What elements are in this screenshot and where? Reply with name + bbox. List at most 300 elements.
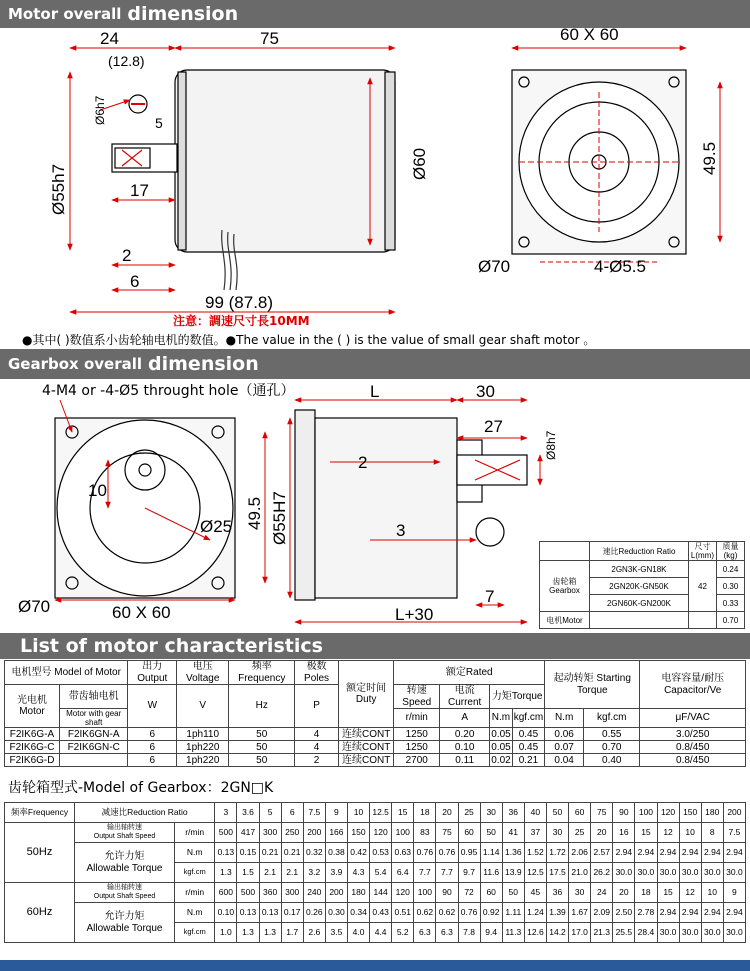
torque-kgf-cell: 30.0 — [613, 863, 635, 883]
torque-nm-cell: 2.94 — [723, 903, 745, 923]
torque-nm-cell: 1.24 — [524, 903, 546, 923]
gb-gearbox-label: 齿轮箱 Gearbox — [540, 561, 590, 612]
gearbox-model-title: 齿轮箱型式-Model of Gearbox：2GN□K — [8, 780, 274, 796]
torque-nm-cell: 0.51 — [392, 903, 414, 923]
torque-kgf-cell: 30.0 — [701, 923, 723, 943]
torque-kgf-cell: 30.0 — [701, 863, 723, 883]
gearbox-dimension-header — [0, 349, 750, 379]
torque-kgf-cell: 30.0 — [657, 923, 679, 943]
ratio-value: 15 — [392, 803, 414, 823]
torque-kgf-cell: 30.0 — [723, 923, 745, 943]
motor-cell: 0.05 — [491, 728, 511, 740]
motor-cell: 0.70 — [584, 741, 640, 754]
unit-kgf: kgf.cm — [175, 923, 215, 943]
gb-h-ratio: 速比Reduction Ratio — [590, 542, 689, 561]
speed-cell: 72 — [458, 883, 480, 903]
torque-en: Allowable Torque — [86, 862, 163, 874]
gearbox-header-small: Gearbox overall — [8, 355, 143, 373]
torque-nm-cell: 2.94 — [723, 843, 745, 863]
speed-en: Output Shaft Speed — [93, 892, 156, 900]
gb-dim-60x60: 60 X 60 — [112, 603, 171, 622]
torque-nm-cell: 0.62 — [414, 903, 436, 923]
speed-cell: 12 — [657, 823, 679, 843]
unit-rmin: r/min — [175, 883, 215, 903]
speed-cell: 100 — [392, 823, 414, 843]
torque-kgf-cell: 2.6 — [303, 923, 325, 943]
torque-kgf-cell: 7.7 — [436, 863, 458, 883]
motor-characteristics-table — [4, 660, 746, 767]
h-model: 电机型号 Model of Motor — [5, 661, 128, 685]
speed-cn: 输出轴转速 — [107, 824, 142, 832]
motor-cell: 1ph220 — [177, 741, 229, 754]
motor-cell: F2IK6G-A — [5, 728, 60, 741]
ratio-value: 3.6 — [237, 803, 259, 823]
torque-nm-cell: 0.34 — [347, 903, 369, 923]
torque-nm-cell: 0.63 — [392, 843, 414, 863]
torque-kgf-cell: 4.3 — [347, 863, 369, 883]
dim-2: 2 — [122, 246, 132, 265]
ratio-value: 90 — [613, 803, 635, 823]
speed-row — [5, 823, 746, 843]
motor-cell: 50 — [229, 728, 295, 741]
torque-nm-cell: 1.52 — [524, 843, 546, 863]
torque-nm-cell: 2.09 — [591, 903, 613, 923]
motor-cell: F2IK6G-C — [5, 741, 60, 754]
motor-cell: 0.8/450 — [640, 741, 746, 754]
unit-nm: N.m — [175, 843, 215, 863]
gb-dim-phi70: Ø70 — [18, 597, 51, 616]
bottom-bar — [0, 960, 750, 971]
torque-kgf-cell: 5.2 — [392, 923, 414, 943]
u-a: A — [440, 709, 490, 728]
torque-cn: 允许力矩 — [104, 851, 145, 862]
speed-cell: 9 — [723, 883, 745, 903]
characteristics-title: List of motor characteristics — [20, 635, 323, 657]
torque-nm-cell: 2.94 — [701, 843, 723, 863]
torque-nm-cell: 0.13 — [215, 843, 237, 863]
speed-cell: 10 — [679, 823, 701, 843]
gb-dim-phi8h7: Ø8h7 — [544, 430, 558, 460]
torque-kgf-cell: 25.5 — [613, 923, 635, 943]
torque-nm-cell: 0.42 — [347, 843, 369, 863]
gb-dim-27: 27 — [484, 417, 503, 436]
speed-cell: 360 — [259, 883, 281, 903]
motor-cell: 50 — [229, 741, 295, 754]
motor-cell: 1250 — [394, 741, 440, 754]
motor-cell: 0.06 — [545, 728, 584, 741]
gb-ratio-2: 2GN60K-GN200K — [590, 595, 689, 612]
gb-dim-phi55h7: Ø55H7 — [270, 491, 289, 545]
motor-header-big: dimension — [127, 3, 239, 25]
speed-cell: 20 — [613, 883, 635, 903]
motor-cell: 0.04 — [545, 754, 584, 767]
gb-dim-l-plus-30: L+30 — [395, 605, 434, 624]
torque-nm-cell: 1.14 — [480, 843, 502, 863]
gb-h-weight: 质量 (kg) — [717, 542, 745, 561]
torque-nm-cell: 0.53 — [370, 843, 392, 863]
gb-dim-phi25: Ø25 — [200, 517, 233, 536]
gb-ratio-1: 2GN20K-GN50K — [590, 578, 689, 595]
gearbox-weight-table — [539, 541, 745, 629]
torque-nm-cell: 0.32 — [303, 843, 325, 863]
ratio-value: 6 — [281, 803, 303, 823]
torque-nm-cell: 2.94 — [679, 903, 701, 923]
torque-cn: 允许力矩 — [104, 911, 145, 922]
torque-kgf-cell: 4.4 — [370, 923, 392, 943]
u-hz: Hz — [229, 685, 295, 728]
torque-nm-cell: 0.21 — [281, 843, 303, 863]
speed-cell: 144 — [370, 883, 392, 903]
ratio-value: 30 — [480, 803, 502, 823]
torque-nm-cell: 2.94 — [657, 843, 679, 863]
gb-dim-49-5: 49.5 — [245, 496, 264, 530]
dim-49-5: 49.5 — [700, 141, 719, 175]
torque-kgf-cell: 11.3 — [502, 923, 524, 943]
speed-cell: 60 — [480, 883, 502, 903]
speed-cell: 240 — [303, 883, 325, 903]
speed-cell: 18 — [635, 883, 657, 903]
torque-nm-cell: 1.39 — [546, 903, 568, 923]
gb-dim-10: 10 — [88, 481, 107, 500]
speed-cn: 输出轴转速 — [107, 884, 142, 892]
ratio-value: 12.5 — [370, 803, 392, 823]
h-reduction-ratio: 减速比Reduction Ratio — [75, 803, 215, 823]
torque-nm-cell: 0.62 — [436, 903, 458, 923]
motor-cell: 0.45 — [512, 741, 544, 754]
h-rated: 额定Rated — [394, 661, 545, 685]
motor-rows — [5, 728, 746, 767]
unit-kgf: kgf.cm — [175, 863, 215, 883]
u-p: P — [295, 685, 339, 728]
speed-label — [75, 823, 175, 843]
motor-header-small: Motor overall — [8, 5, 122, 23]
unit-rmin: r/min — [175, 823, 215, 843]
motor-cell: 6 — [128, 741, 177, 754]
ratio-body — [5, 823, 746, 943]
gb-motor-label: 电机Motor — [540, 612, 590, 629]
motor-cell: F2IK6GN-C — [59, 741, 127, 754]
motor-cell: 0.05 — [491, 741, 511, 753]
motor-cell: 0.55 — [584, 728, 640, 741]
speed-cell: 300 — [281, 883, 303, 903]
torque-nm-cell: 2.50 — [613, 903, 635, 923]
gearbox-header-big: dimension — [148, 353, 259, 375]
gb-weight-2: 0.33 — [717, 595, 745, 612]
motor-cell: 0.40 — [584, 754, 640, 767]
speed-cell: 180 — [347, 883, 369, 903]
dim-60x60: 60 X 60 — [560, 28, 619, 44]
motor-cell: 0.21 — [512, 754, 544, 767]
u-nm: N.m — [490, 709, 512, 728]
torque-nm-cell: 0.21 — [259, 843, 281, 863]
speed-cell: 83 — [414, 823, 436, 843]
gearbox-ratio-table — [4, 802, 746, 943]
speed-cell: 50 — [480, 823, 502, 843]
torque-nm-cell: 2.94 — [701, 903, 723, 923]
torque-nm-cell: 2.06 — [569, 843, 591, 863]
adjust-note: 注意：調速尺寸長10MM — [173, 314, 310, 328]
torque-kgf-cell: 1.3 — [237, 923, 259, 943]
motor-cell: 6 — [128, 728, 177, 741]
torque-kgf-cell: 11.6 — [480, 863, 502, 883]
speed-cell: 50 — [502, 883, 524, 903]
h-gearshaft-en: Motor with gear shaft — [59, 709, 127, 728]
speed-en: Output Shaft Speed — [93, 832, 156, 840]
h-duty: 额定时间 Duty — [338, 661, 393, 728]
ratio-value: 100 — [635, 803, 657, 823]
torque-nm-cell: 2.94 — [679, 843, 701, 863]
torque-kgf-cell: 21.0 — [569, 863, 591, 883]
torque-nm-cell: 2.94 — [613, 843, 635, 863]
speed-cell: 12 — [679, 883, 701, 903]
u-v: V — [177, 685, 229, 728]
gb-weight-0: 0.24 — [717, 561, 745, 578]
ratio-value: 60 — [569, 803, 591, 823]
torque-kgf-cell: 21.3 — [591, 923, 613, 943]
speed-cell: 120 — [370, 823, 392, 843]
torque-label — [75, 843, 175, 883]
speed-label — [75, 883, 175, 903]
motor-cell: 连续CONT — [338, 728, 393, 741]
freq-label: 60Hz — [5, 883, 75, 943]
characteristics-header — [0, 633, 750, 659]
h-torque: 力矩Torque — [490, 685, 545, 709]
dim-4-phi5-5: 4-Ø5.5 — [594, 257, 646, 276]
u-rmin: r/min — [394, 709, 440, 728]
torque-kgf-cell: 2.1 — [281, 863, 303, 883]
gb-dim-30: 30 — [476, 382, 495, 401]
speed-cell: 200 — [325, 883, 347, 903]
dim-phi6h7: Ø6h7 — [93, 95, 107, 125]
speed-cell: 7.5 — [723, 823, 745, 843]
torque-kgf-cell: 13.9 — [502, 863, 524, 883]
torque-nm-cell: 0.26 — [303, 903, 325, 923]
ratio-value: 18 — [414, 803, 436, 823]
torque-kgf-cell: 17.0 — [569, 923, 591, 943]
motor-cell: 连续CONT — [338, 754, 393, 767]
ratio-value: 5 — [259, 803, 281, 823]
torque-kgf-cell: 12.6 — [524, 923, 546, 943]
torque-nm-row — [5, 903, 746, 923]
torque-nm-cell: 1.11 — [502, 903, 524, 923]
torque-kgf-cell: 1.0 — [215, 923, 237, 943]
gb-weight-1: 0.30 — [717, 578, 745, 595]
torque-kgf-cell: 3.9 — [325, 863, 347, 883]
ratio-value: 150 — [679, 803, 701, 823]
h-frequency: 频率Frequency — [5, 803, 75, 823]
torque-kgf-cell: 30.0 — [679, 863, 701, 883]
torque-nm-cell: 0.17 — [281, 903, 303, 923]
speed-cell: 15 — [635, 823, 657, 843]
motor-row — [5, 741, 746, 754]
torque-kgf-cell: 17.5 — [546, 863, 568, 883]
dim-17: 17 — [130, 181, 149, 200]
gb-dim-2: 2 — [358, 453, 368, 472]
torque-en: Allowable Torque — [86, 922, 163, 934]
motor-body — [175, 70, 395, 252]
speed-cell: 36 — [546, 883, 568, 903]
ratio-value: 40 — [524, 803, 546, 823]
torque-nm-cell: 0.95 — [458, 843, 480, 863]
speed-cell: 166 — [325, 823, 347, 843]
motor-cell: 连续CONT — [338, 741, 393, 754]
torque-kgf-cell: 2.1 — [259, 863, 281, 883]
speed-cell: 16 — [613, 823, 635, 843]
motor-cell: 1ph110 — [177, 728, 229, 741]
motor-cell: 3.0/250 — [640, 728, 746, 741]
speed-cell: 200 — [303, 823, 325, 843]
u-kgf2: kgf.cm — [584, 709, 640, 728]
dim-6: 6 — [130, 272, 140, 291]
torque-nm-cell: 0.15 — [237, 843, 259, 863]
torque-nm-row — [5, 843, 746, 863]
torque-nm-cell: 1.72 — [546, 843, 568, 863]
motor-cell: 0.10 — [440, 741, 490, 754]
motor-cell: 0.45 — [512, 728, 544, 741]
speed-cell: 30 — [569, 883, 591, 903]
torque-kgf-cell: 5.4 — [370, 863, 392, 883]
torque-nm-cell: 0.76 — [458, 903, 480, 923]
torque-nm-cell: 2.94 — [635, 843, 657, 863]
h-speed: 转速Speed — [394, 685, 440, 709]
dim-75: 75 — [260, 29, 279, 48]
h-voltage: 电压 Voltage — [177, 661, 229, 685]
ratio-value: 10 — [347, 803, 369, 823]
speed-cell: 30 — [546, 823, 568, 843]
motor-cell: 0.07 — [545, 741, 584, 754]
torque-kgf-cell: 6.3 — [436, 923, 458, 943]
dim-phi60: Ø60 — [410, 147, 429, 180]
torque-kgf-cell: 1.3 — [215, 863, 237, 883]
gb-dim-l: L — [370, 382, 380, 401]
speed-cell: 120 — [392, 883, 414, 903]
h-cap: 电容容量/耐压 Capacitor/Ve — [640, 661, 746, 709]
torque-nm-cell: 0.13 — [237, 903, 259, 923]
motor-dimension-header — [0, 0, 750, 28]
torque-kgf-cell: 7.8 — [458, 923, 480, 943]
motor-cell: 4 — [295, 741, 339, 754]
motor-cell: F2IK6G-D — [5, 754, 60, 767]
torque-nm-cell: 1.67 — [569, 903, 591, 923]
motor-cell: 0.02 — [491, 754, 511, 766]
speed-cell: 500 — [237, 883, 259, 903]
ratio-value: 7.5 — [303, 803, 325, 823]
h-output: 出力 Output — [128, 661, 177, 685]
torque-kgf-cell: 1.5 — [237, 863, 259, 883]
speed-cell: 300 — [259, 823, 281, 843]
torque-nm-cell: 0.43 — [370, 903, 392, 923]
dim-phi55h7: Ø55h7 — [49, 163, 68, 215]
h-gearshaft: 带齿轴电机 — [59, 685, 127, 709]
torque-kgf-cell: 3.2 — [303, 863, 325, 883]
speed-cell: 250 — [281, 823, 303, 843]
torque-kgf-cell: 26.2 — [591, 863, 613, 883]
speed-cell: 24 — [591, 883, 613, 903]
freq-label: 50Hz — [5, 823, 75, 883]
torque-kgf-cell: 28.4 — [635, 923, 657, 943]
speed-cell: 100 — [414, 883, 436, 903]
ratio-value: 50 — [546, 803, 568, 823]
ratio-value: 20 — [436, 803, 458, 823]
hole-note: 4-M4 or -4-Ø5 throught hole（通孔） — [42, 383, 295, 399]
motor-cell: 2 — [295, 754, 339, 767]
torque-nm-cell: 2.57 — [591, 843, 613, 863]
torque-kgf-cell: 6.4 — [392, 863, 414, 883]
torque-nm-cell: 0.38 — [325, 843, 347, 863]
small-gear-note: ●其中( )数值系小齿轮轴电机的数值。●The value in the ( ) is the value of small gear shaft motor 。 — [22, 333, 596, 347]
h-freq: 频率 Frequency — [229, 661, 295, 685]
ratio-value: 75 — [591, 803, 613, 823]
unit-nm: N.m — [175, 903, 215, 923]
torque-kgf-cell: 9.4 — [480, 923, 502, 943]
motor-cell: 6 — [128, 754, 177, 767]
speed-cell: 8 — [701, 823, 723, 843]
ratio-value: 180 — [701, 803, 723, 823]
gb-dim-7: 7 — [485, 587, 495, 606]
u-w: W — [128, 685, 177, 728]
dim-5: 5 — [155, 115, 163, 131]
gb-size: 42 — [688, 561, 716, 612]
torque-nm-cell: 2.94 — [657, 903, 679, 923]
torque-nm-cell: 1.36 — [502, 843, 524, 863]
dim-12-8: (12.8) — [108, 53, 145, 69]
gb-motor-weight: 0.70 — [717, 612, 745, 629]
u-nm2: N.m — [545, 709, 584, 728]
ratio-value: 36 — [502, 803, 524, 823]
motor-cell: 4 — [295, 728, 339, 741]
motor-cell: 1ph220 — [177, 754, 229, 767]
torque-nm-cell: 0.30 — [325, 903, 347, 923]
h-current: 电流Current — [440, 685, 490, 709]
speed-cell: 25 — [569, 823, 591, 843]
torque-kgf-cell: 30.0 — [657, 863, 679, 883]
torque-kgf-cell: 12.5 — [524, 863, 546, 883]
gb-dim-3: 3 — [396, 521, 406, 540]
gb-h-size: 尺寸 L(mm) — [688, 542, 716, 561]
motor-cell: F2IK6GN-A — [59, 728, 127, 741]
speed-cell: 75 — [436, 823, 458, 843]
speed-row — [5, 883, 746, 903]
motor-cell: 0.20 — [440, 728, 490, 741]
motor-row — [5, 754, 746, 767]
torque-kgf-cell: 6.3 — [414, 923, 436, 943]
speed-cell: 20 — [591, 823, 613, 843]
gb-ratio-0: 2GN3K-GN18K — [590, 561, 689, 578]
h-start: 起动转矩 Starting Torque — [545, 661, 640, 709]
torque-nm-cell: 0.10 — [215, 903, 237, 923]
speed-cell: 600 — [215, 883, 237, 903]
torque-kgf-cell: 1.7 — [281, 923, 303, 943]
speed-cell: 150 — [347, 823, 369, 843]
motor-dimension-drawing — [0, 28, 750, 350]
torque-nm-cell: 0.92 — [480, 903, 502, 923]
torque-nm-cell: 0.13 — [259, 903, 281, 923]
dim-24: 24 — [100, 29, 119, 48]
speed-cell: 45 — [524, 883, 546, 903]
speed-cell: 37 — [524, 823, 546, 843]
motor-cell: 2700 — [394, 754, 440, 767]
speed-cell: 41 — [502, 823, 524, 843]
speed-cell: 60 — [458, 823, 480, 843]
ratio-value: 120 — [657, 803, 679, 823]
torque-nm-cell: 0.76 — [414, 843, 436, 863]
motor-cell — [59, 754, 127, 767]
motor-cell: 0.11 — [440, 754, 490, 767]
dim-99: 99 (87.8) — [205, 293, 274, 312]
speed-cell: 500 — [215, 823, 237, 843]
torque-kgf-cell: 30.0 — [679, 923, 701, 943]
torque-kgf-cell: 3.5 — [325, 923, 347, 943]
